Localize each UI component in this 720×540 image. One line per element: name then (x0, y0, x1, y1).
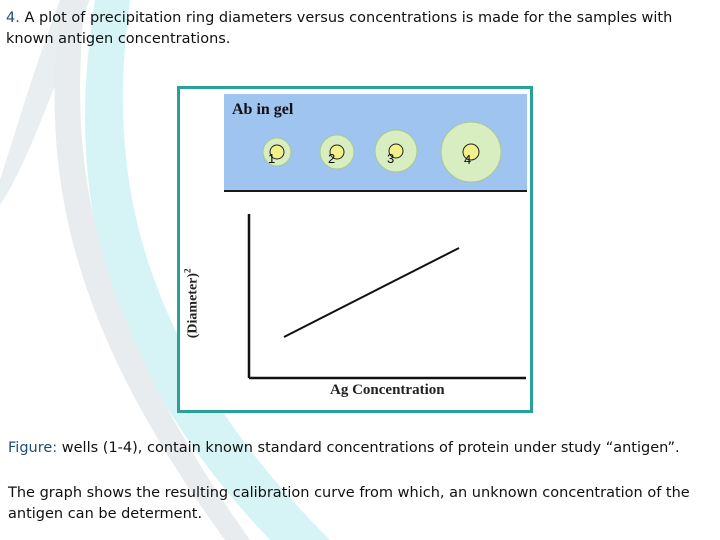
question-text: A plot of precipitation ring diameters versus concentrations is made for the samples with known antigen concentrations. (6, 10, 673, 47)
well-2-label: 2 (328, 151, 336, 166)
explanation-paragraph: The graph shows the resulting calibration curve from which, an unknown concentration of the antigen can be determent. (8, 485, 690, 522)
well-3-label: 3 (387, 151, 395, 166)
figure-caption (8, 438, 713, 458)
question-heading (6, 8, 706, 50)
calibration-plot-svg (224, 192, 527, 405)
gel-panel (224, 94, 527, 192)
calibration-plot (224, 192, 527, 405)
well-2 (320, 135, 354, 169)
y-axis-exponent: 2 (182, 268, 193, 273)
calibration-curve (284, 248, 459, 337)
well-1 (263, 138, 291, 166)
caption-text: wells (1-4), contain known standard concentrations of protein under study “antigen”. (57, 440, 680, 456)
well-4 (441, 122, 501, 182)
y-axis-label (183, 228, 202, 378)
immunodiffusion-figure (177, 86, 533, 413)
well-1-label: 1 (268, 151, 276, 166)
well-4-label: 4 (464, 152, 472, 167)
x-axis-label: Ag Concentration (330, 382, 445, 398)
caption-prefix: Figure: (8, 440, 58, 456)
gel-label: Ab in gel (232, 101, 294, 118)
wells-diagram (224, 94, 527, 190)
y-axis-label-text: (Diameter) (185, 272, 201, 339)
well-3 (375, 130, 417, 172)
question-number: 4. (6, 10, 20, 26)
